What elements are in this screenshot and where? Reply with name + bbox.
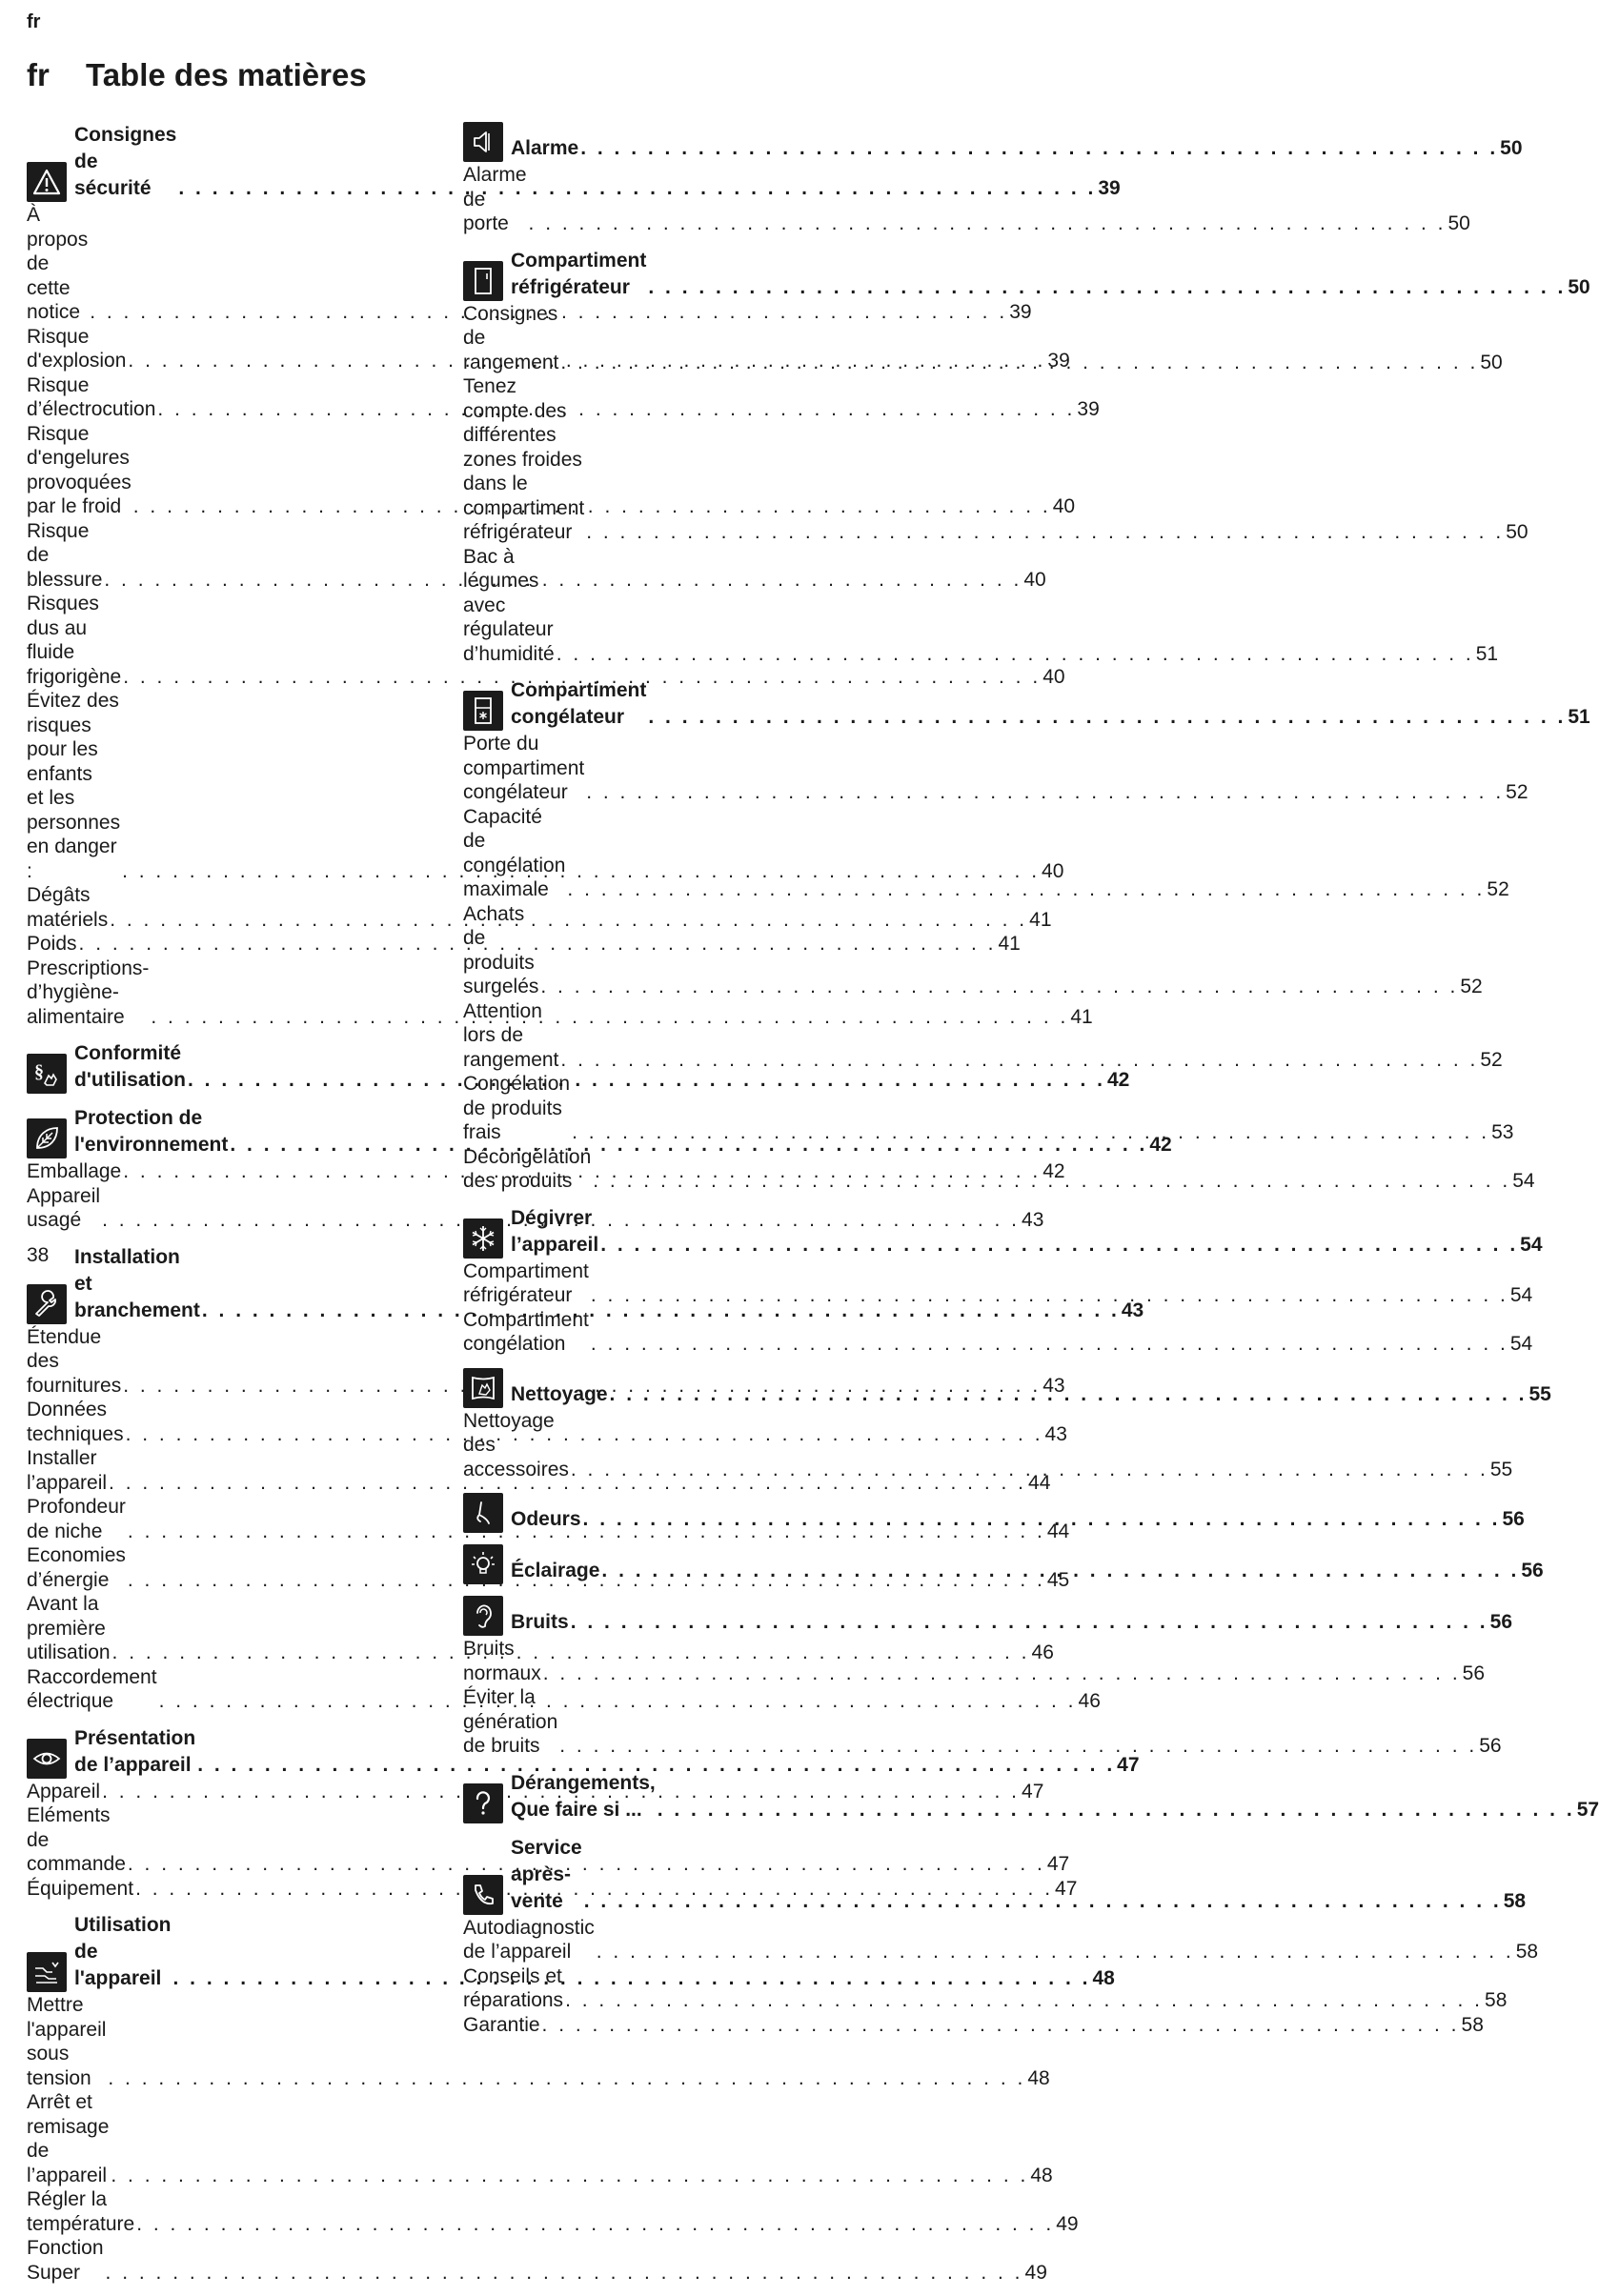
toc-entry[interactable] [463, 1259, 1533, 1308]
section-heading[interactable] [463, 1596, 1513, 1636]
entry-page-number: 45 [1046, 1568, 1070, 1591]
entry-title: Mettre l'appareil sous tension [27, 1994, 107, 2089]
toc-entry[interactable] [27, 957, 1093, 1030]
entry-title: Risque d'explosion [27, 325, 127, 372]
section-title: Service après-vente [511, 1836, 582, 1912]
hand-control-icon [27, 1952, 67, 1992]
toc-entry[interactable] [463, 732, 1528, 805]
entry-title: Conseils et réparations [463, 1964, 564, 2011]
section-page-number: 50 [1500, 137, 1523, 159]
entry-page-number: 46 [1031, 1641, 1054, 1663]
dot-leader [571, 1458, 1488, 1482]
toc-entry[interactable] [27, 2187, 1079, 2236]
dot-leader [108, 2066, 1025, 2091]
section-title: Protection de l'environnement [74, 1107, 229, 1156]
snowflake-icon [463, 1218, 503, 1259]
entry-page-number: 47 [1022, 1780, 1044, 1803]
entry-title: Appareil usagé [27, 1184, 101, 1231]
entry-page-number: 44 [1046, 1520, 1070, 1542]
dot-leader [648, 274, 1566, 301]
entry-page-number: 40 [1052, 495, 1076, 517]
entry-title: Porte du compartiment congélateur [463, 733, 585, 803]
entry-title: Avant la première utilisation [27, 1593, 111, 1663]
section-page-number: 58 [1503, 1889, 1527, 1912]
dot-leader [560, 1048, 1478, 1073]
section-heading[interactable] [463, 248, 1590, 301]
entry-title: Éviter la génération de bruits [463, 1686, 558, 1757]
section-page-number: 39 [1098, 177, 1121, 199]
dot-leader [593, 1169, 1510, 1194]
entry-page-number: 39 [1047, 350, 1070, 372]
speaker-icon [463, 122, 503, 162]
entry-title: À propos de cette notice [27, 204, 89, 323]
entry-page-number: 46 [1078, 1690, 1101, 1712]
section-page-number: 56 [1489, 1611, 1513, 1633]
section-page-number: 57 [1576, 1798, 1599, 1821]
entry-page-number: 43 [1022, 1209, 1044, 1231]
section-page-number: 43 [1121, 1299, 1144, 1321]
section-title: Éclairage [511, 1560, 600, 1581]
entry-page-number: 44 [1028, 1471, 1051, 1494]
section-heading[interactable] [463, 677, 1590, 731]
entry-title: Achats de produits surgelés [463, 902, 539, 997]
dot-leader [540, 975, 1458, 999]
entry-title: Risque de blessure [27, 519, 103, 591]
dot-leader [560, 351, 1478, 375]
entry-title: Attention lors de rangement [463, 999, 559, 1071]
question-icon [463, 1783, 503, 1823]
section-title: Utilisation de l'appareil [74, 1914, 172, 1989]
entry-title: Fonction Super [27, 2237, 104, 2284]
svg-text:§: § [34, 1061, 44, 1082]
dot-leader [136, 2212, 1054, 2237]
section-heading[interactable] [27, 1040, 1130, 1094]
entry-page-number: 53 [1491, 1121, 1514, 1143]
entry-title: Risque d’électrocution [27, 373, 156, 420]
fridge-icon [463, 261, 503, 301]
toc-entry[interactable] [27, 519, 1046, 593]
dot-leader [584, 1888, 1502, 1915]
toc-section [27, 1040, 1130, 1094]
entry-page-number: 48 [1027, 2066, 1050, 2089]
entry-title: Profondeur de niche [27, 1496, 126, 1542]
phone-icon [463, 1875, 503, 1915]
entry-title: Dégâts matériels [27, 884, 109, 931]
entry-title: Bruits normaux [463, 1638, 541, 1684]
entry-title: Équipement [27, 1877, 134, 1900]
toc-entry[interactable] [27, 2090, 1053, 2187]
section-page-number: 48 [1092, 1967, 1115, 1989]
dot-leader [542, 2013, 1460, 2038]
entry-title: Autodiagnostic de l’appareil [463, 1916, 595, 1963]
entry-page-number: 40 [1023, 568, 1046, 591]
entry-page-number: 41 [998, 933, 1021, 955]
entry-title: Capacité de congélation maximale [463, 805, 566, 900]
warning-triangle-icon [27, 162, 67, 202]
entry-title: Données techniques [27, 1399, 124, 1445]
dot-leader [580, 135, 1498, 162]
entry-page-number: 40 [1042, 859, 1064, 882]
entry-page-number: 56 [1462, 1662, 1486, 1684]
entry-title: Décongélation des produits [463, 1145, 592, 1192]
entry-title: Consignes de rangement [463, 302, 559, 373]
entry-page-number: 42 [1042, 1160, 1065, 1182]
nose-icon [463, 1493, 503, 1533]
toc-entry[interactable] [27, 1877, 1078, 1902]
title-text: Table des matières [86, 57, 367, 92]
freezer-icon [463, 691, 503, 731]
section-page-number: 56 [1521, 1560, 1544, 1581]
entry-title: Risques dus au fluide frigorigène [27, 593, 122, 688]
section-title: Odeurs [511, 1508, 581, 1530]
entry-title: Raccordement électrique [27, 1665, 157, 1712]
entry-page-number: 52 [1480, 1048, 1503, 1071]
section-title: Bruits [511, 1611, 569, 1633]
entry-page-number: 52 [1506, 781, 1528, 803]
entry-page-number: 48 [1030, 2164, 1053, 2186]
entry-page-number: 41 [1070, 1005, 1093, 1028]
entry-page-number: 54 [1509, 1284, 1533, 1306]
section-page-number: 42 [1106, 1069, 1130, 1091]
entry-title: Bac à légumes avec régulateur d’humidité [463, 545, 555, 665]
section-title: Compartiment congélateur [511, 679, 647, 728]
toc-entry[interactable] [27, 2236, 1047, 2285]
dot-leader [111, 2164, 1028, 2188]
dot-leader [529, 211, 1447, 236]
entry-title: Installer l’appareil [27, 1447, 108, 1494]
entry-title: Garantie [463, 2013, 540, 2036]
entry-title: Étendue des fournitures [27, 1325, 122, 1397]
section-title: Nettoyage [511, 1382, 608, 1405]
entry-page-number: 54 [1509, 1333, 1533, 1355]
section-title: Consignes de sécurité [74, 124, 177, 199]
entry-title: Emballage [27, 1160, 122, 1182]
toc-entry[interactable] [27, 883, 1052, 932]
dot-leader [600, 1232, 1518, 1259]
paragraph-hand-icon [27, 1054, 67, 1094]
toc-entry[interactable] [27, 1665, 1101, 1714]
entry-page-number: 51 [1475, 642, 1499, 665]
section-title: Dérangements, Que faire si ... [511, 1771, 656, 1821]
entry-page-number: 52 [1460, 976, 1483, 997]
entry-page-number: 58 [1461, 2013, 1484, 2036]
entry-title: Risque d'engelures provoquées par le froid [27, 422, 132, 517]
section-page-number: 50 [1568, 275, 1590, 298]
entry-title: Alarme de porte [463, 164, 527, 234]
entry-title: Compartiment réfrigérateur [463, 1259, 589, 1306]
dot-leader [543, 1662, 1461, 1686]
section-title: Dégivrer l’appareil [511, 1206, 599, 1256]
entry-page-number: 49 [1024, 2261, 1047, 2284]
dot-leader [583, 1506, 1501, 1533]
ear-icon [463, 1596, 503, 1636]
entry-page-number: 43 [1044, 1422, 1067, 1445]
entry-title: Compartiment congélation [463, 1308, 589, 1355]
section-page-number: 56 [1502, 1508, 1525, 1530]
wrench-icon [27, 1284, 67, 1324]
entry-title: Évitez des risques pour les enfants et les personnes en danger : [27, 690, 121, 882]
entry-page-number: 47 [1055, 1877, 1078, 1900]
entry-title: Appareil [27, 1780, 101, 1803]
entry-title: Congélation de produits frais [463, 1073, 571, 1143]
leaf-icon [27, 1118, 67, 1158]
eye-icon [27, 1739, 67, 1779]
page-title [27, 57, 367, 93]
dot-leader [591, 1332, 1508, 1357]
dot-leader [658, 1797, 1575, 1823]
toc-entry[interactable] [27, 1780, 1044, 1804]
section-page-number: 47 [1117, 1753, 1140, 1776]
dot-leader [572, 1120, 1489, 1145]
entry-title: Poids [27, 933, 77, 955]
section-page-number: 55 [1528, 1382, 1551, 1405]
dot-leader [571, 1609, 1488, 1636]
entry-page-number: 47 [1046, 1853, 1070, 1875]
entry-page-number: 55 [1489, 1458, 1513, 1480]
dot-leader [106, 2261, 1023, 2286]
entry-title: Régler la température [27, 2188, 135, 2235]
entry-page-number: 41 [1029, 908, 1052, 931]
entry-page-number: 43 [1042, 1374, 1065, 1397]
entry-page-number: 50 [1506, 521, 1528, 543]
dot-leader [586, 780, 1504, 805]
dot-leader [601, 1558, 1519, 1584]
toc-entry[interactable] [463, 1916, 1539, 1964]
entry-title: Nettoyage des accessoires [463, 1409, 569, 1480]
dot-leader [565, 1988, 1483, 2013]
entry-page-number: 49 [1056, 2212, 1079, 2235]
section-heading[interactable] [463, 122, 1523, 162]
dot-leader [597, 1940, 1514, 1964]
entry-title: Prescriptions-d’hygiène-alimentaire [27, 957, 150, 1028]
entry-page-number: 52 [1487, 878, 1509, 900]
section-page-number: 51 [1568, 706, 1590, 728]
section-title: Présentation de l’appareil [74, 1726, 196, 1776]
title-language-code: fr [27, 57, 50, 92]
entry-page-number: 56 [1479, 1735, 1502, 1757]
toc-entry[interactable] [27, 932, 1021, 957]
section-title: Alarme [511, 137, 579, 159]
page-number: 38 [27, 1244, 50, 1266]
entry-page-number: 39 [1009, 301, 1032, 323]
entry-page-number: 50 [1447, 212, 1470, 234]
dot-leader [591, 1283, 1508, 1308]
entry-page-number: 58 [1485, 1989, 1508, 2011]
dot-leader [586, 520, 1504, 545]
entry-page-number: 54 [1512, 1170, 1535, 1192]
section-title: Installation et branchement [74, 1245, 200, 1321]
section-title: Conformité d'utilisation [74, 1042, 186, 1091]
dot-leader [557, 642, 1474, 667]
entry-page-number: 58 [1515, 1941, 1539, 1963]
section-page-number: 54 [1520, 1233, 1543, 1256]
section-page-number: 42 [1149, 1134, 1172, 1156]
dot-leader [559, 1734, 1477, 1759]
dot-leader [610, 1381, 1528, 1408]
section-title: Compartiment réfrigérateur [511, 249, 647, 298]
entry-page-number: 40 [1042, 665, 1065, 688]
dot-leader [648, 704, 1566, 731]
entry-title: Eléments de commande [27, 1804, 126, 1875]
dot-leader [567, 877, 1485, 902]
entry-title: Arrêt et remisage de l’appareil [27, 2091, 110, 2186]
language-code: fr [27, 11, 41, 32]
light-bulb-icon [463, 1544, 503, 1584]
section-heading[interactable] [27, 1725, 1140, 1779]
entry-page-number: 50 [1480, 351, 1503, 373]
cleaning-hand-icon [463, 1368, 503, 1408]
entry-page-number: 39 [1077, 398, 1100, 420]
toc-entry[interactable] [27, 373, 1100, 422]
toc-entry[interactable] [463, 2013, 1484, 2038]
entry-title: Economies d’énergie [27, 1544, 126, 1591]
entry-title: Tenez compte des différentes zones froides dans le compartiment réfrigérateur [463, 375, 585, 543]
toc-entry[interactable] [27, 1446, 1051, 1495]
